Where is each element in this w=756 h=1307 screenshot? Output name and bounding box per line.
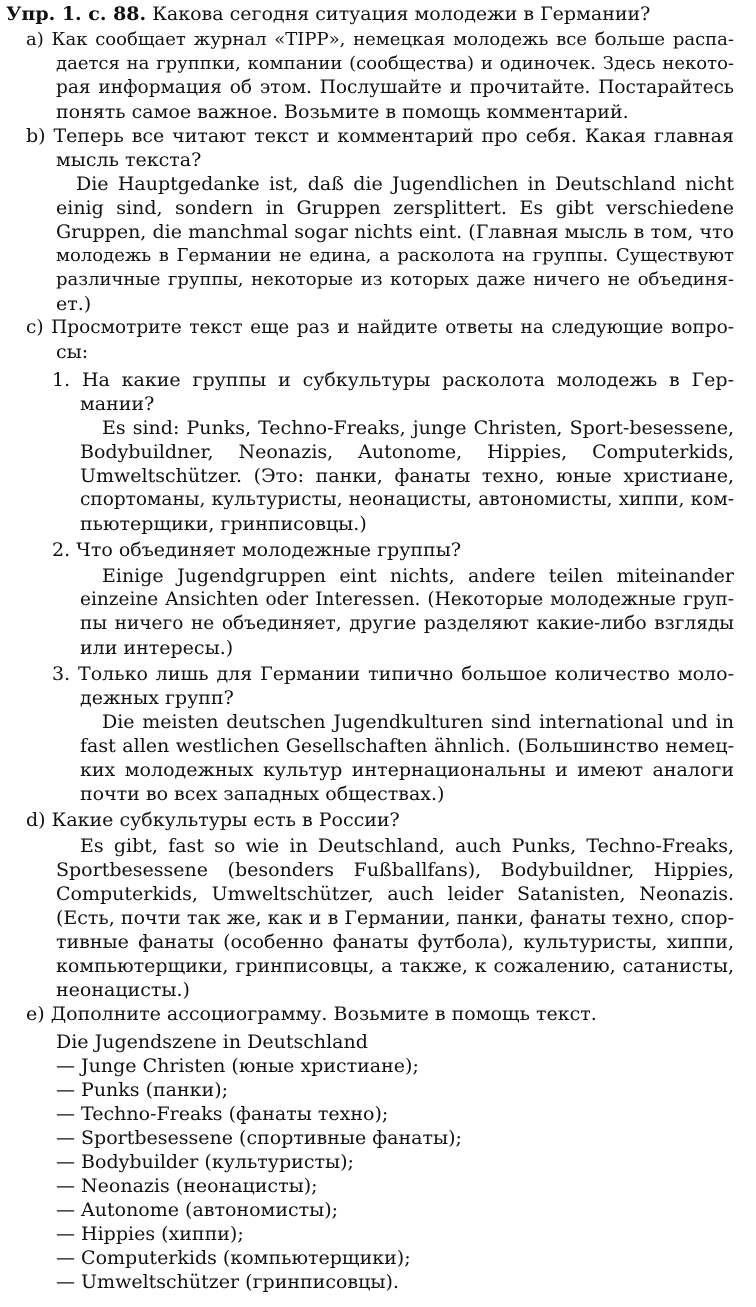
section-b-answer-line: einig sind, sondern in Gruppen zersplittert. Es gibt verschiedene — [56, 197, 734, 219]
answer-2-line: Einige Jugendgruppen eint nichts, andere teilen miteinander — [102, 565, 734, 587]
list-item: — Autonome (автономисты); — [56, 1199, 339, 1221]
answer-2-line: einzeine Ansichten oder Interessen. (Некоторые молодежные груп- — [80, 589, 734, 610]
section-a-line: a) Как сообщает журнал «TIPP», немецкая молодежь все больше распа- — [26, 29, 734, 50]
answer-1-line: пьютерщики, гринписовцы.) — [80, 513, 367, 535]
section-e-line: e) Дополните ассоциограмму. Возьмите в помощь текст. — [26, 1003, 597, 1025]
list-item: — Umweltschützer (гринписовцы). — [56, 1271, 399, 1293]
answer-3-line: Die meisten deutschen Jugendkulturen sind international und in — [102, 711, 734, 733]
section-a-line: рая информация об этом. Послушайте и прочитайте. Постарайтесь — [56, 77, 734, 98]
list-item: — Bodybuilder (культуристы); — [56, 1151, 354, 1173]
section-b-answer-line: молодежь в Германии не едина, а расколота на группы. Существуют — [56, 245, 734, 266]
list-item: — Punks (панки); — [56, 1079, 229, 1101]
answer-2-line: или интересы.) — [80, 637, 234, 659]
question-3-line: 3. Только лишь для Германии типично большое количество моло- — [52, 663, 734, 685]
question-1-line: 1. На какие группы и субкультуры расколота молодежь в Гер- — [52, 369, 734, 391]
section-b-line: b) Теперь все читают текст и комментарий про себя. Какая главная — [26, 125, 734, 147]
section-a-line: понять самое важное. Возьмите в помощь комментарий. — [56, 101, 629, 123]
answer-2-line: пы ничего не объединяет, другие разделяют какие-либо взгляды — [80, 613, 734, 634]
list-item: — Techno-Freaks (фанаты техно); — [56, 1103, 389, 1125]
diagram-title: Die Jugendszene in Deutschland — [56, 1031, 368, 1053]
section-d-line: d) Какие субкультуры есть в России? — [26, 809, 400, 831]
question-1-line: мании? — [80, 393, 155, 415]
exercise-question: Какова сегодня ситуация молодежи в Германии? — [152, 3, 651, 25]
section-b-answer-line: Gruppen, die manchmal sogar nichts eint. (Главная мысль в том, что — [56, 221, 734, 243]
list-item: — Sportbesessene (спортивные фанаты); — [56, 1127, 462, 1149]
answer-1-line: Bodybuildner, Neonazis, Autonome, Hippies, Computerkids, — [80, 441, 734, 463]
answer-3-line: fast allen westlichen Gesellschaften ähnlich. (Большинство немец- — [80, 735, 734, 757]
section-d-answer-line: Es gibt, fast so wie in Deutschland, auch Punks, Techno-Freaks, — [80, 835, 734, 857]
question-3-line: дежных групп? — [80, 687, 234, 709]
list-item: — Hippies (хиппи); — [56, 1223, 244, 1245]
answer-1-line: спортоманы, культуристы, неонацисты, автономисты, хиппи, ком- — [80, 489, 734, 510]
section-c-line: сы: — [56, 341, 89, 363]
section-d-answer-line: неонацисты.) — [56, 979, 190, 1001]
section-b-answer-line: различные группы, некоторые из которых даже ничего не объединя- — [56, 269, 734, 290]
answer-3-line: почти во всех западных обществах.) — [80, 783, 445, 805]
exercise-label: Упр. 1. с. 88. — [6, 3, 147, 25]
section-d-answer-line: Computerkids, Umweltschützer, auch leider Satanisten, Neonazis. — [56, 883, 734, 905]
section-d-answer-line: тивные фанаты (особенно фанаты футбола), культуристы, хиппи, — [56, 931, 734, 953]
section-b-answer-line: ет.) — [56, 293, 92, 315]
list-item: — Junge Christen (юные христиане); — [56, 1055, 419, 1077]
section-d-answer-line: Sportbesessene (besonders Fußballfans), Bodybuildner, Hippies, — [56, 859, 734, 881]
answer-3-line: ких молодежных культур интернациональны и имеют аналоги — [80, 759, 734, 781]
list-item: — Computerkids (компьютерщики); — [56, 1247, 411, 1269]
section-b-answer-line: Die Hauptgedanke ist, daß die Jugendlichen in Deutschland nicht — [76, 173, 734, 195]
section-d-answer-line: (Есть, почти так же, как и в Германии, панки, фанаты техно, спор- — [56, 907, 734, 929]
answer-1-line: Umweltschützer. (Это: панки, фанаты техно, юные христиане, — [80, 465, 734, 487]
section-c-line: c) Просмотрите текст еще раз и найдите ответы на следующие вопро- — [26, 317, 734, 338]
section-a-line: дается на группки, компании (сообщества) и одиночек. Здесь некото- — [56, 53, 734, 74]
list-item: — Neonazis (неонацисты); — [56, 1175, 318, 1197]
section-b-line: мысль текста? — [56, 149, 202, 171]
question-2-line: 2. Что объединяет молодежные группы? — [52, 539, 462, 561]
answer-1-line: Es sind: Punks, Techno-Freaks, junge Christen, Sport-besessene, — [102, 417, 734, 439]
exercise-heading — [6, 2, 650, 26]
section-d-answer-line: компьютерщики, гринписовцы, а также, к сожалению, сатанисты, — [56, 955, 734, 977]
